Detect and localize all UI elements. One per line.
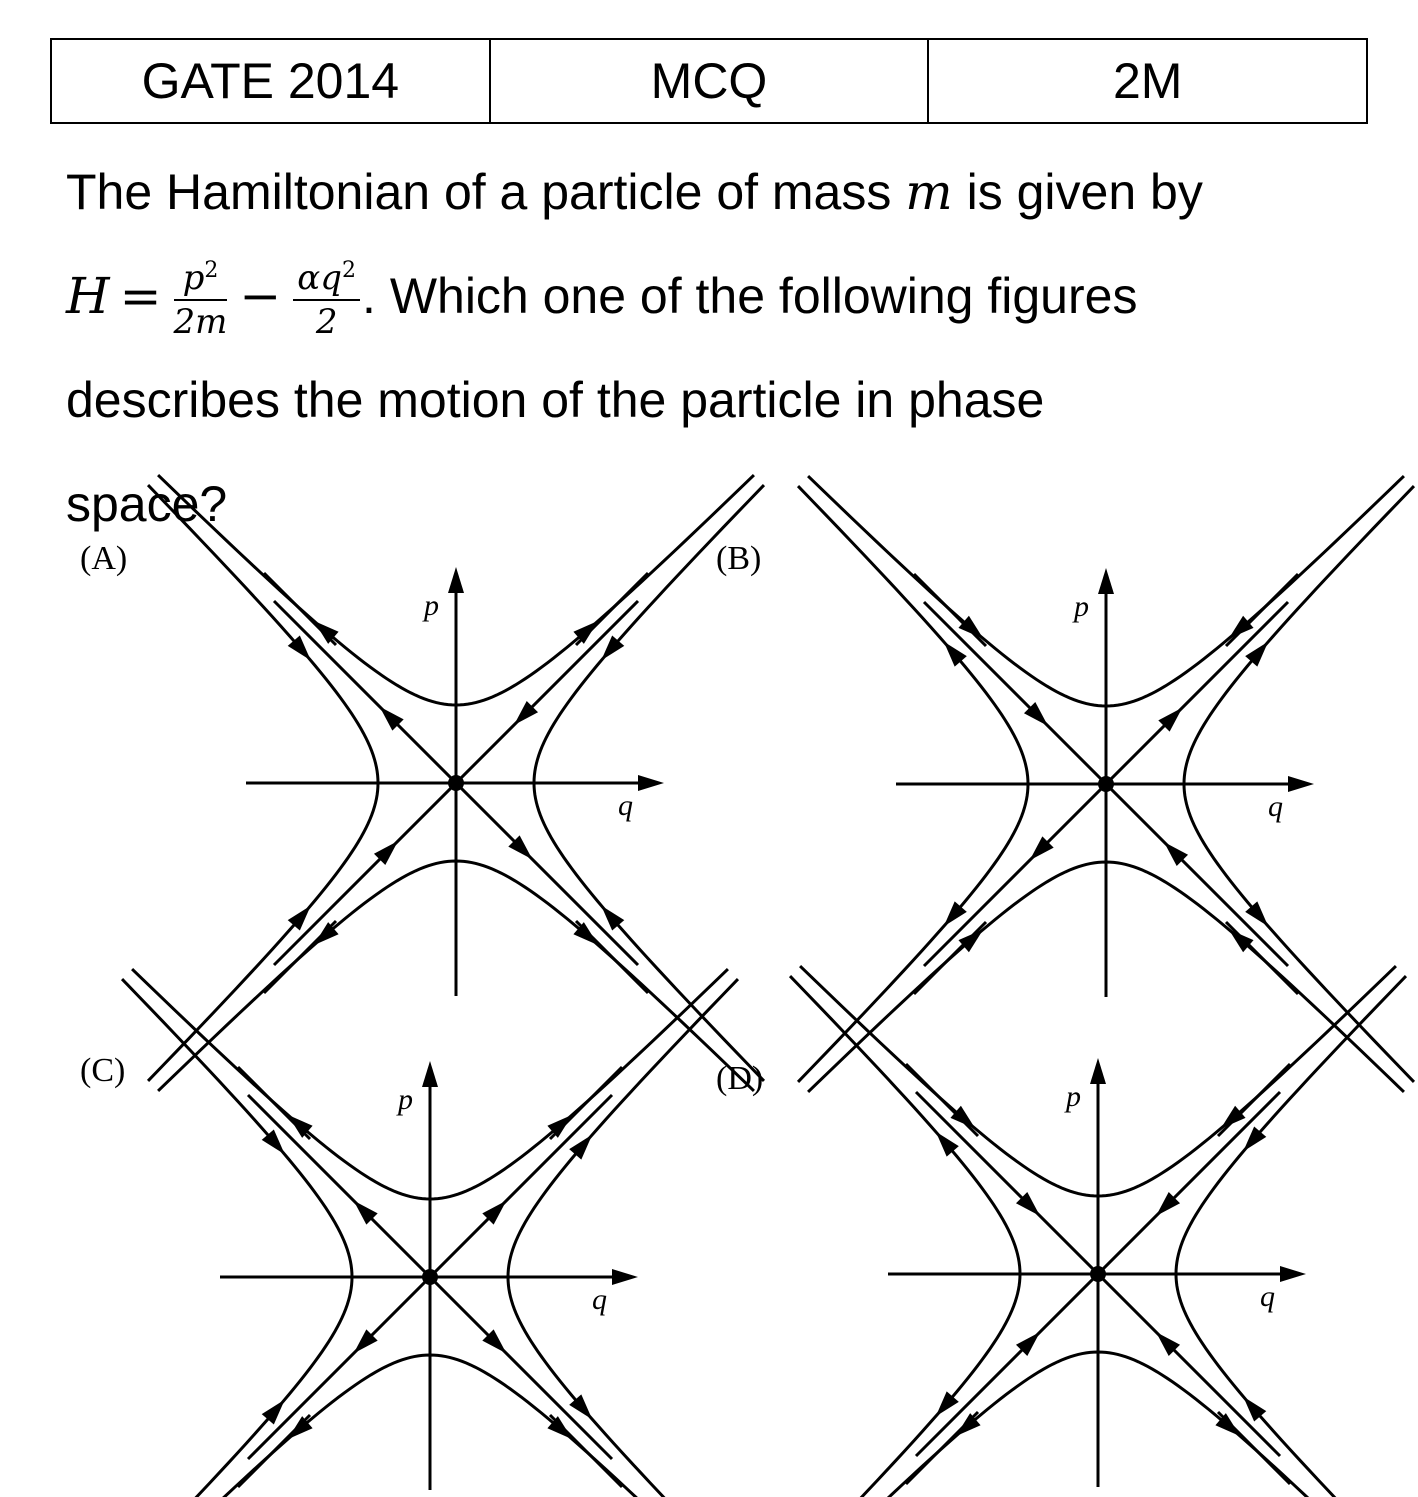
outer-trajectory xyxy=(1226,922,1298,994)
question-line-4: space? xyxy=(66,476,228,532)
q-axis-arrow xyxy=(612,1269,638,1285)
outer-trajectory xyxy=(264,921,336,993)
p-axis-label: p xyxy=(424,589,439,622)
outer-trajectory xyxy=(550,1415,622,1487)
trajectory-right xyxy=(508,979,738,1497)
question-text xyxy=(66,140,1386,556)
marks-cell: 2M xyxy=(927,40,1366,122)
option-d-label[interactable]: (D) xyxy=(716,1060,764,1097)
potential-fraction: $\frac{\alpha q^2}{2}$ xyxy=(293,260,360,339)
outer-trajectory xyxy=(238,1415,310,1487)
option-c-figure[interactable] xyxy=(200,1057,660,1497)
option-b-figure[interactable] xyxy=(876,564,1336,1004)
outer-trajectory xyxy=(1226,574,1298,646)
outer-trajectory xyxy=(576,573,648,645)
option-a-label[interactable]: (A) xyxy=(80,540,128,577)
p-axis-label: p xyxy=(1066,1080,1081,1113)
q-axis-arrow xyxy=(638,775,664,791)
option-a-figure[interactable] xyxy=(226,563,686,1003)
q-axis-arrow xyxy=(1280,1266,1306,1282)
p-axis-label: p xyxy=(1074,590,1089,623)
outer-trajectory xyxy=(576,921,648,993)
q-axis-label: q xyxy=(592,1283,607,1316)
outer-trajectory xyxy=(1218,1064,1290,1136)
outer-trajectory xyxy=(550,1067,622,1139)
trajectory-right xyxy=(1176,976,1406,1497)
option-d-figure[interactable] xyxy=(868,1054,1328,1494)
q-axis-label: q xyxy=(1260,1280,1275,1313)
option-b-label[interactable]: (B) xyxy=(716,540,762,577)
p-axis-arrow xyxy=(1090,1058,1106,1084)
outer-trajectory xyxy=(264,573,336,645)
fixed-point xyxy=(1098,776,1114,792)
question-line-2: H = $\frac{p^2}{2m}$ − $\frac{\alpha q^2}{2}$ . Which one of the following figures xyxy=(66,258,1138,343)
outer-trajectory xyxy=(906,1412,978,1484)
fixed-point xyxy=(422,1269,438,1285)
hamiltonian-symbol: H xyxy=(66,267,110,325)
question-line-3: describes the motion of the particle in phase xyxy=(66,372,1045,428)
option-c-label[interactable]: (C) xyxy=(80,1052,126,1089)
outer-trajectory xyxy=(914,574,986,646)
trajectory-left xyxy=(122,979,352,1497)
q-axis-arrow xyxy=(1288,776,1314,792)
kinetic-fraction: $\frac{p^2}{2m}$ xyxy=(173,258,228,343)
outer-trajectory xyxy=(906,1064,978,1136)
exam-cell: GATE 2014 xyxy=(141,53,400,109)
fixed-point xyxy=(1090,1266,1106,1282)
outer-trajectory xyxy=(914,922,986,994)
q-axis-label: q xyxy=(618,789,633,822)
question-type-cell: MCQ xyxy=(489,40,928,122)
question-line-1: The Hamiltonian of a particle of mass m is given by xyxy=(66,163,1203,221)
p-axis-arrow xyxy=(1098,568,1114,594)
p-axis-arrow xyxy=(422,1061,438,1087)
mass-symbol: m xyxy=(905,163,953,221)
q-axis-label: q xyxy=(1268,790,1283,823)
outer-trajectory xyxy=(238,1067,310,1139)
header-table xyxy=(50,38,1368,124)
fixed-point xyxy=(448,775,464,791)
p-axis-arrow xyxy=(448,567,464,593)
outer-trajectory xyxy=(1218,1412,1290,1484)
p-axis-label: p xyxy=(398,1083,413,1116)
